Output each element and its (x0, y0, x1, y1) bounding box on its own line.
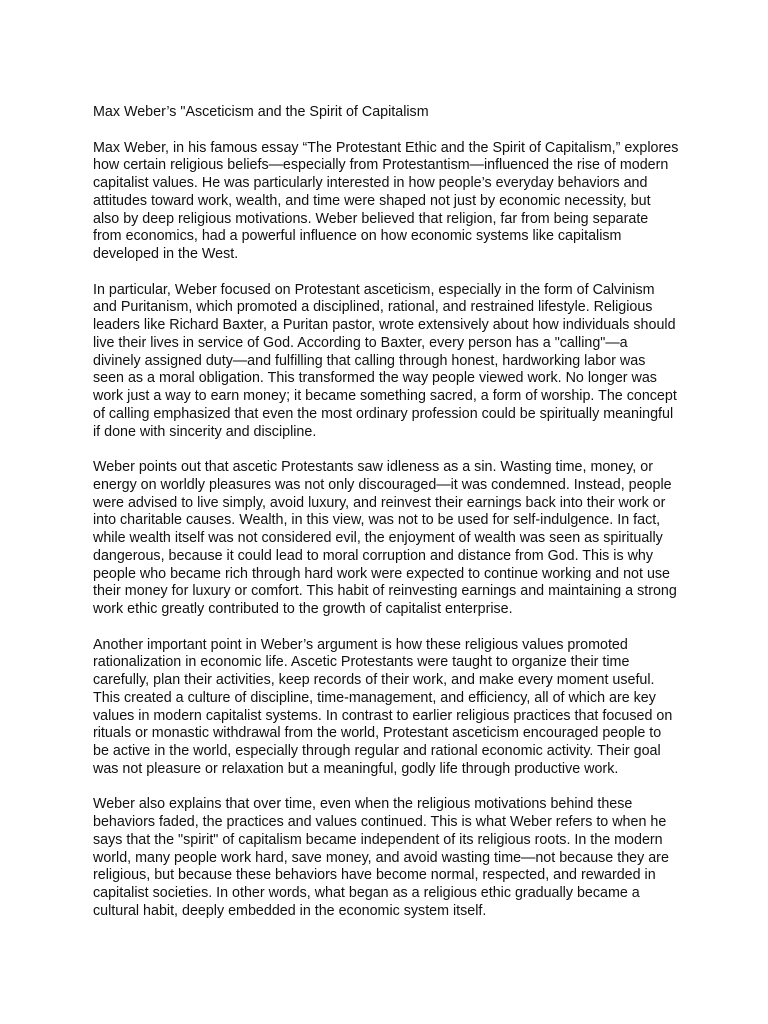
text-line: were advised to live simply, avoid luxury, and reinvest their earnings back into their work or (93, 494, 666, 511)
text-line: Weber points out that ascetic Protestants saw idleness as a sin. Wasting time, money, or (93, 459, 653, 475)
text-line: behaviors faded, the practices and values continued. This is what Weber refers to when he (93, 814, 667, 830)
text-line: Max Weber, in his famous essay “The Protestant Ethic and the Spirit of Capitalism,” explores (93, 139, 679, 156)
text-line: religious, but because these behaviors have become normal, respected, and rewarded in (93, 867, 656, 884)
text-line: work ethic greatly contributed to the growth of capitalist enterprise. (93, 601, 513, 617)
text-line: rituals or monastic withdrawal from the world, Protestant asceticism encouraged people to (93, 725, 662, 742)
paragraph-2 (93, 282, 693, 442)
text-line: developed in the West. (93, 246, 239, 262)
paragraph-4 (93, 637, 693, 779)
text-line: In particular, Weber focused on Protestant asceticism, especially in the form of Calvinism (93, 281, 655, 298)
text-line: seen as a moral obligation. This transformed the way people viewed work. No longer was (93, 370, 657, 387)
text-line: and Puritanism, which promoted a disciplined, rational, and restrained lifestyle. Religious (93, 299, 653, 316)
text-line: from economics, had a powerful influence on how economic systems like capitalism (93, 228, 622, 245)
text-line: also by deep religious motivations. Weber believed that religion, far from being separate (93, 210, 649, 227)
text-line: This created a culture of discipline, time-management, and efficiency, all of which are key (93, 689, 656, 706)
text-line: rationalization in economic life. Ascetic Protestants were taught to organize their time (93, 654, 630, 671)
text-line: if done with sincerity and discipline. (93, 423, 317, 440)
text-line: carefully, plan their activities, keep records of their work, and make every moment useful. (93, 672, 655, 688)
paragraph-3 (93, 459, 693, 619)
text-line: says that the "spirit" of capitalism became independent of its religious roots. In the modern (93, 831, 663, 848)
text-line: Another important point in Weber’s argument is how these religious values promoted (93, 636, 628, 653)
text-line: world, many people work hard, save money, and avoid wasting time—not because they are (93, 849, 669, 866)
document-page (93, 104, 693, 938)
text-line: leaders like Richard Baxter, a Puritan pastor, wrote extensively about how individuals should (93, 317, 676, 333)
text-line: attitudes toward work, wealth, and time were shaped not just by economic necessity, but (93, 192, 651, 209)
text-line: live their lives in service of God. According to Baxter, every person has a "calling"—a (93, 334, 628, 351)
text-line: values in modern capitalist systems. In contrast to earlier religious practices that focused on (93, 707, 673, 724)
text-line: divinely assigned duty—and fulfilling that calling through honest, hardworking labor was (93, 352, 646, 369)
document-title: Max Weber’s "Asceticism and the Spirit of Capitalism (93, 104, 429, 120)
text-line: cultural habit, deeply embedded in the economic system itself. (93, 902, 487, 919)
text-line: capitalist societies. In other words, what began as a religious ethic gradually became a (93, 885, 640, 901)
text-line: capitalist values. He was particularly interested in how people’s everyday behaviors and (93, 175, 648, 191)
text-line: Weber also explains that over time, even when the religious motivations behind these (93, 796, 633, 813)
text-line: while wealth itself was not considered evil, the enjoyment of wealth was seen as spiritually (93, 530, 663, 546)
text-line: how certain religious beliefs—especially from Protestantism—influenced the rise of modern (93, 157, 669, 174)
text-line: dangerous, because it could lead to moral corruption and distance from God. This is why (93, 547, 654, 564)
text-line: was not pleasure or relaxation but a meaningful, godly life through productive work. (93, 760, 619, 777)
text-line: people who became rich through hard work were expected to continue working and not use (93, 565, 670, 582)
paragraph-1 (93, 140, 693, 264)
text-line: be active in the world, especially through regular and rational economic activity. Their goal (93, 743, 661, 759)
paragraph-5 (93, 796, 693, 920)
text-line: work just a way to earn money; it became something sacred, a form of worship. The concept (93, 388, 677, 404)
document-body (93, 140, 693, 921)
text-line: of calling emphasized that even the most ordinary profession could be spiritually meaningful (93, 405, 674, 422)
text-line: energy on worldly pleasures was not only discouraged—it was condemned. Instead, people (93, 476, 672, 493)
text-line: their money for luxury or comfort. This habit of reinvesting earnings and maintaining a strong (93, 583, 677, 600)
text-line: into charitable causes. Wealth, in this view, was not to be used for self-indulgence. In fact, (93, 512, 661, 529)
